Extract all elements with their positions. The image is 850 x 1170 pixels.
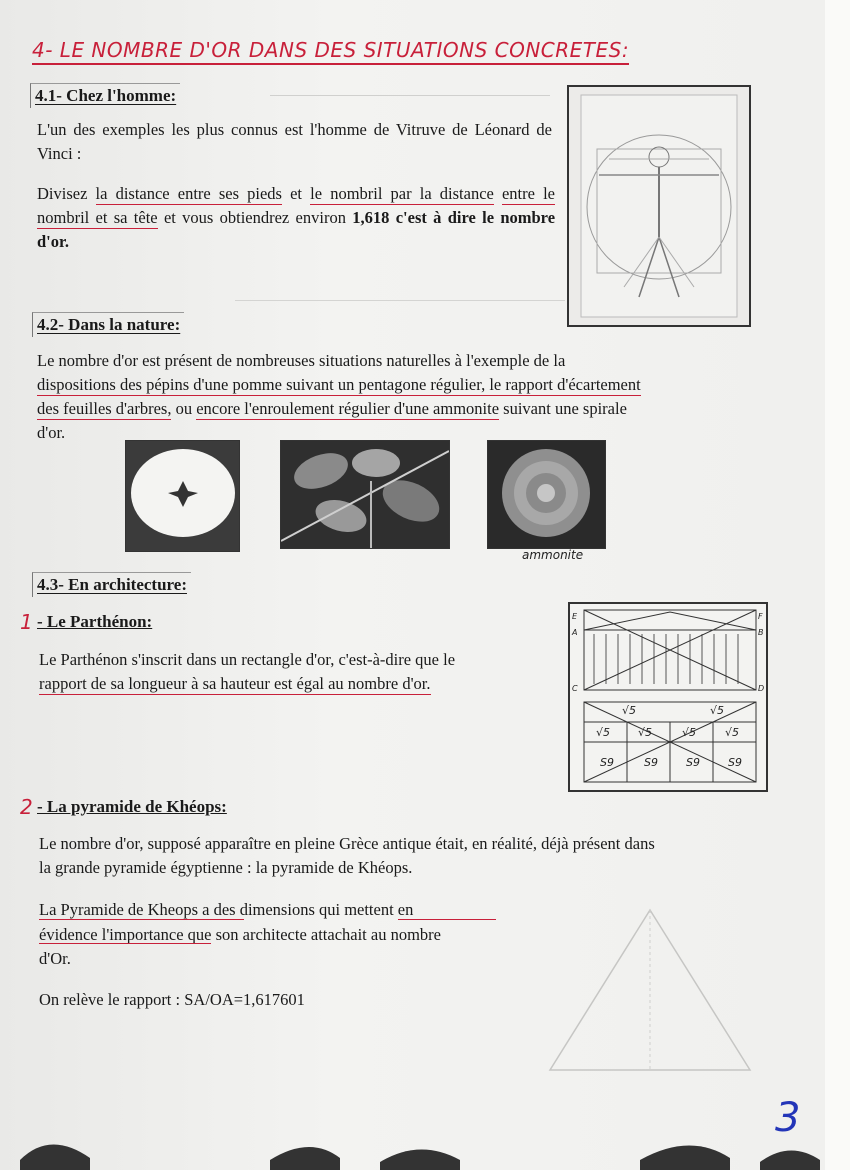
ammonite-caption: ammonite	[522, 548, 584, 562]
underlined-text: rapport de sa longueur à sa hauteur est égal au nombre d'or.	[39, 674, 431, 693]
text-line: d'Or.	[39, 949, 71, 968]
red-underline	[39, 943, 211, 944]
underlined-text: dispositions des pépins d'une pomme suivant un pentagone régulier, le rapport d'écartement	[37, 375, 641, 394]
text: et	[290, 184, 303, 203]
red-underline	[39, 919, 244, 920]
underlined-text: le nombril par la distance	[310, 184, 494, 203]
pyramid-bleed-through	[540, 900, 760, 1080]
diagram-label: √5	[682, 726, 697, 739]
text-line: d'or.	[37, 423, 66, 442]
diagram-letter: C	[572, 684, 578, 693]
diagram-letter: E	[572, 612, 578, 621]
text: suivant une spirale	[503, 399, 627, 418]
diagram-label: S9	[644, 756, 658, 769]
section-heading-4-3: 4.3- En architecture:	[32, 572, 191, 597]
paragraph-vitruve-ratio	[37, 182, 555, 254]
red-underline	[398, 919, 496, 920]
diagram-label: √5	[725, 726, 740, 739]
bleed-through	[235, 280, 565, 301]
paragraph-parthenon	[39, 648, 557, 696]
text-line: Le Parthénon s'inscrit dans un rectangle d'or, c'est-à-dire que le	[39, 650, 456, 669]
text-line: La Pyramide de Kheops a des dimensions qui mettent en	[39, 900, 414, 919]
diagram-letter: A	[572, 628, 578, 637]
section-heading-4-2: 4.2- Dans la nature:	[32, 312, 184, 337]
text: et vous obtiendrez environ	[163, 208, 346, 227]
leaves-image	[280, 440, 450, 549]
parthenon-diagram	[568, 602, 768, 792]
diagram-label: √5	[622, 704, 637, 717]
pyramid-heading: - La pyramide de Khéops:	[37, 797, 227, 816]
page-number: 3	[775, 1095, 801, 1141]
text-line: la grande pyramide égyptienne : la pyramide de Khéops.	[39, 858, 413, 877]
paragraph-pyramid-dimensions	[39, 898, 529, 971]
diagram-label: √5	[710, 704, 725, 717]
underlined-text: entre le nombril et sa tête	[37, 184, 555, 227]
underlined-text: la distance entre ses pieds	[95, 184, 282, 203]
golden-value: 1,618	[352, 208, 390, 227]
pyramid-ratio: On relève le rapport : SA/OA=1,617601	[39, 990, 305, 1009]
paragraph-vitruve-intro: L'un des exemples les plus connus est l'homme de Vitruve de Léonard de Vinci :	[37, 120, 552, 163]
text: ou	[175, 399, 193, 418]
text: c'est à dire le nombre d'or.	[37, 208, 556, 251]
page-title: 4- LE NOMBRE D'OR DANS DES SITUATIONS CONCRETES:	[32, 38, 629, 65]
underlined-text: des feuilles d'arbres,	[37, 399, 172, 418]
diagram-label: S9	[686, 756, 700, 769]
vitruvian-man-image	[567, 85, 751, 327]
text-line: Le nombre d'or, supposé apparaître en pleine Grèce antique était, en réalité, déjà présent dans	[39, 834, 655, 853]
paragraph-nature	[37, 349, 765, 445]
diagram-label: √5	[638, 726, 653, 739]
diagram-label: S9	[728, 756, 742, 769]
diagram-letter: F	[758, 612, 763, 621]
diagram-label: √5	[596, 726, 611, 739]
annotation-number-1: 1	[20, 610, 33, 634]
diagram-letter: D	[758, 684, 765, 693]
page-edge	[825, 0, 850, 1170]
text-line: évidence l'importance que son architecte attachait au nombre	[39, 925, 441, 944]
diagram-letter: B	[758, 628, 764, 637]
ammonite-image	[487, 440, 606, 549]
parthenon-heading: - Le Parthénon:	[37, 612, 153, 631]
underlined-text: encore l'enroulement régulier d'une ammonite	[196, 399, 500, 418]
apple-image	[125, 440, 240, 552]
section-heading-4-1: 4.1- Chez l'homme:	[30, 83, 180, 108]
diagram-label: S9	[600, 756, 614, 769]
annotation-number-2: 2	[20, 795, 33, 819]
scan-artifacts	[0, 1110, 850, 1170]
text: Divisez	[37, 184, 88, 203]
text-line: Le nombre d'or est présent de nombreuses situations naturelles à l'exemple de la	[37, 351, 566, 370]
paragraph-pyramid-intro	[39, 832, 769, 880]
